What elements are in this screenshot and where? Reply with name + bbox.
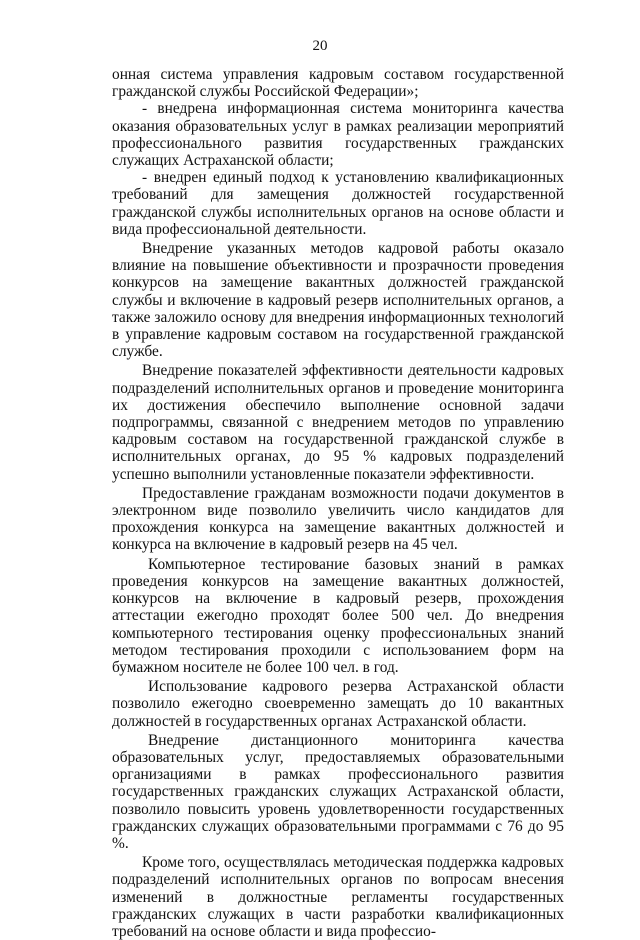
document-body bbox=[112, 66, 564, 940]
paragraph-continuation: онная система управления кадровым составом государственной гражданской службы Российской Федерации»; bbox=[112, 66, 564, 101]
paragraph-personnel-reserve: Использование кадрового резерва Астраханской области позволило ежегодно своевременно замещать до 10 вакантных должностей в государственных органах Астраханской области. bbox=[112, 678, 564, 730]
paragraph-bullet-qualification-requirements: - внедрен единый подход к установлению квалификационных требований для замещения должностей государственной гражданской службы исполнительных органов на основе области и вида профессиональной деятельности. bbox=[112, 169, 564, 238]
paragraph-electronic-submission: Предоставление гражданам возможности подачи документов в электронном виде позволило увеличить число кандидатов для прохождения конкурса на замещение вакантных должностей и конкурса на включение в кадровый резерв на 45 чел. bbox=[112, 484, 564, 554]
paragraph-remote-monitoring: Внедрение дистанционного мониторинга качества образовательных услуг, предоставляемых образовательными организациями в рамках профессионального развития государственных гражданских служащих Астраханской области, позволило повысить уровень удовлетворенности государственных гражданских служащих образовательными программами с 76 до 95 %. bbox=[112, 731, 564, 852]
paragraph-efficiency-indicators: Внедрение показателей эффективности деятельности кадровых подразделений исполнительных органов и проведение мониторинга их достижения обеспечило выполнение основной задачи подпрограммы, связанной с внедрением методов по управлению кадровым составом на государственной гражданской службе в исполнительных органах, до 95 % кадровых подразделений успешно выполнили установленные показатели эффективности. bbox=[112, 362, 564, 483]
paragraph-personnel-methods: Внедрение указанных методов кадровой работы оказало влияние на повышение объективности и прозрачности проведения конкурсов на замещение вакантных должностей гражданской службы и включение в кадровый резерв исполнительных органов, а также заложило основу для внедрения информационных технологий в управление кадровым составом на государственной гражданской службе. bbox=[112, 240, 564, 361]
paragraph-bullet-monitoring-system: - внедрена информационная система мониторинга качества оказания образовательных услуг в рамках реализации мероприятий профессионального развития государственных гражданских служащих Астраханской области; bbox=[112, 100, 564, 170]
paragraph-computer-testing: Компьютерное тестирование базовых знаний в рамках проведения конкурсов на замещение вакантных должностей, конкурсов на включение в кадровый резерв, прохождения аттестации ежегодно проходят более 500 чел. До внедрения компьютерного тестирования оценку профессиональных знаний методом тестирования проходили с использованием форм на бумажном носителе не более 100 чел. в год. bbox=[112, 555, 564, 676]
page-number: 20 bbox=[312, 38, 328, 54]
paragraph-methodological-support: Кроме того, осуществлялась методическая поддержка кадровых подразделений исполнительных органов по вопросам внесения изменений в должностные регламенты государственных гражданских служащих в части разработки квалификационных требований на основе области и вида профессио- bbox=[112, 854, 564, 940]
